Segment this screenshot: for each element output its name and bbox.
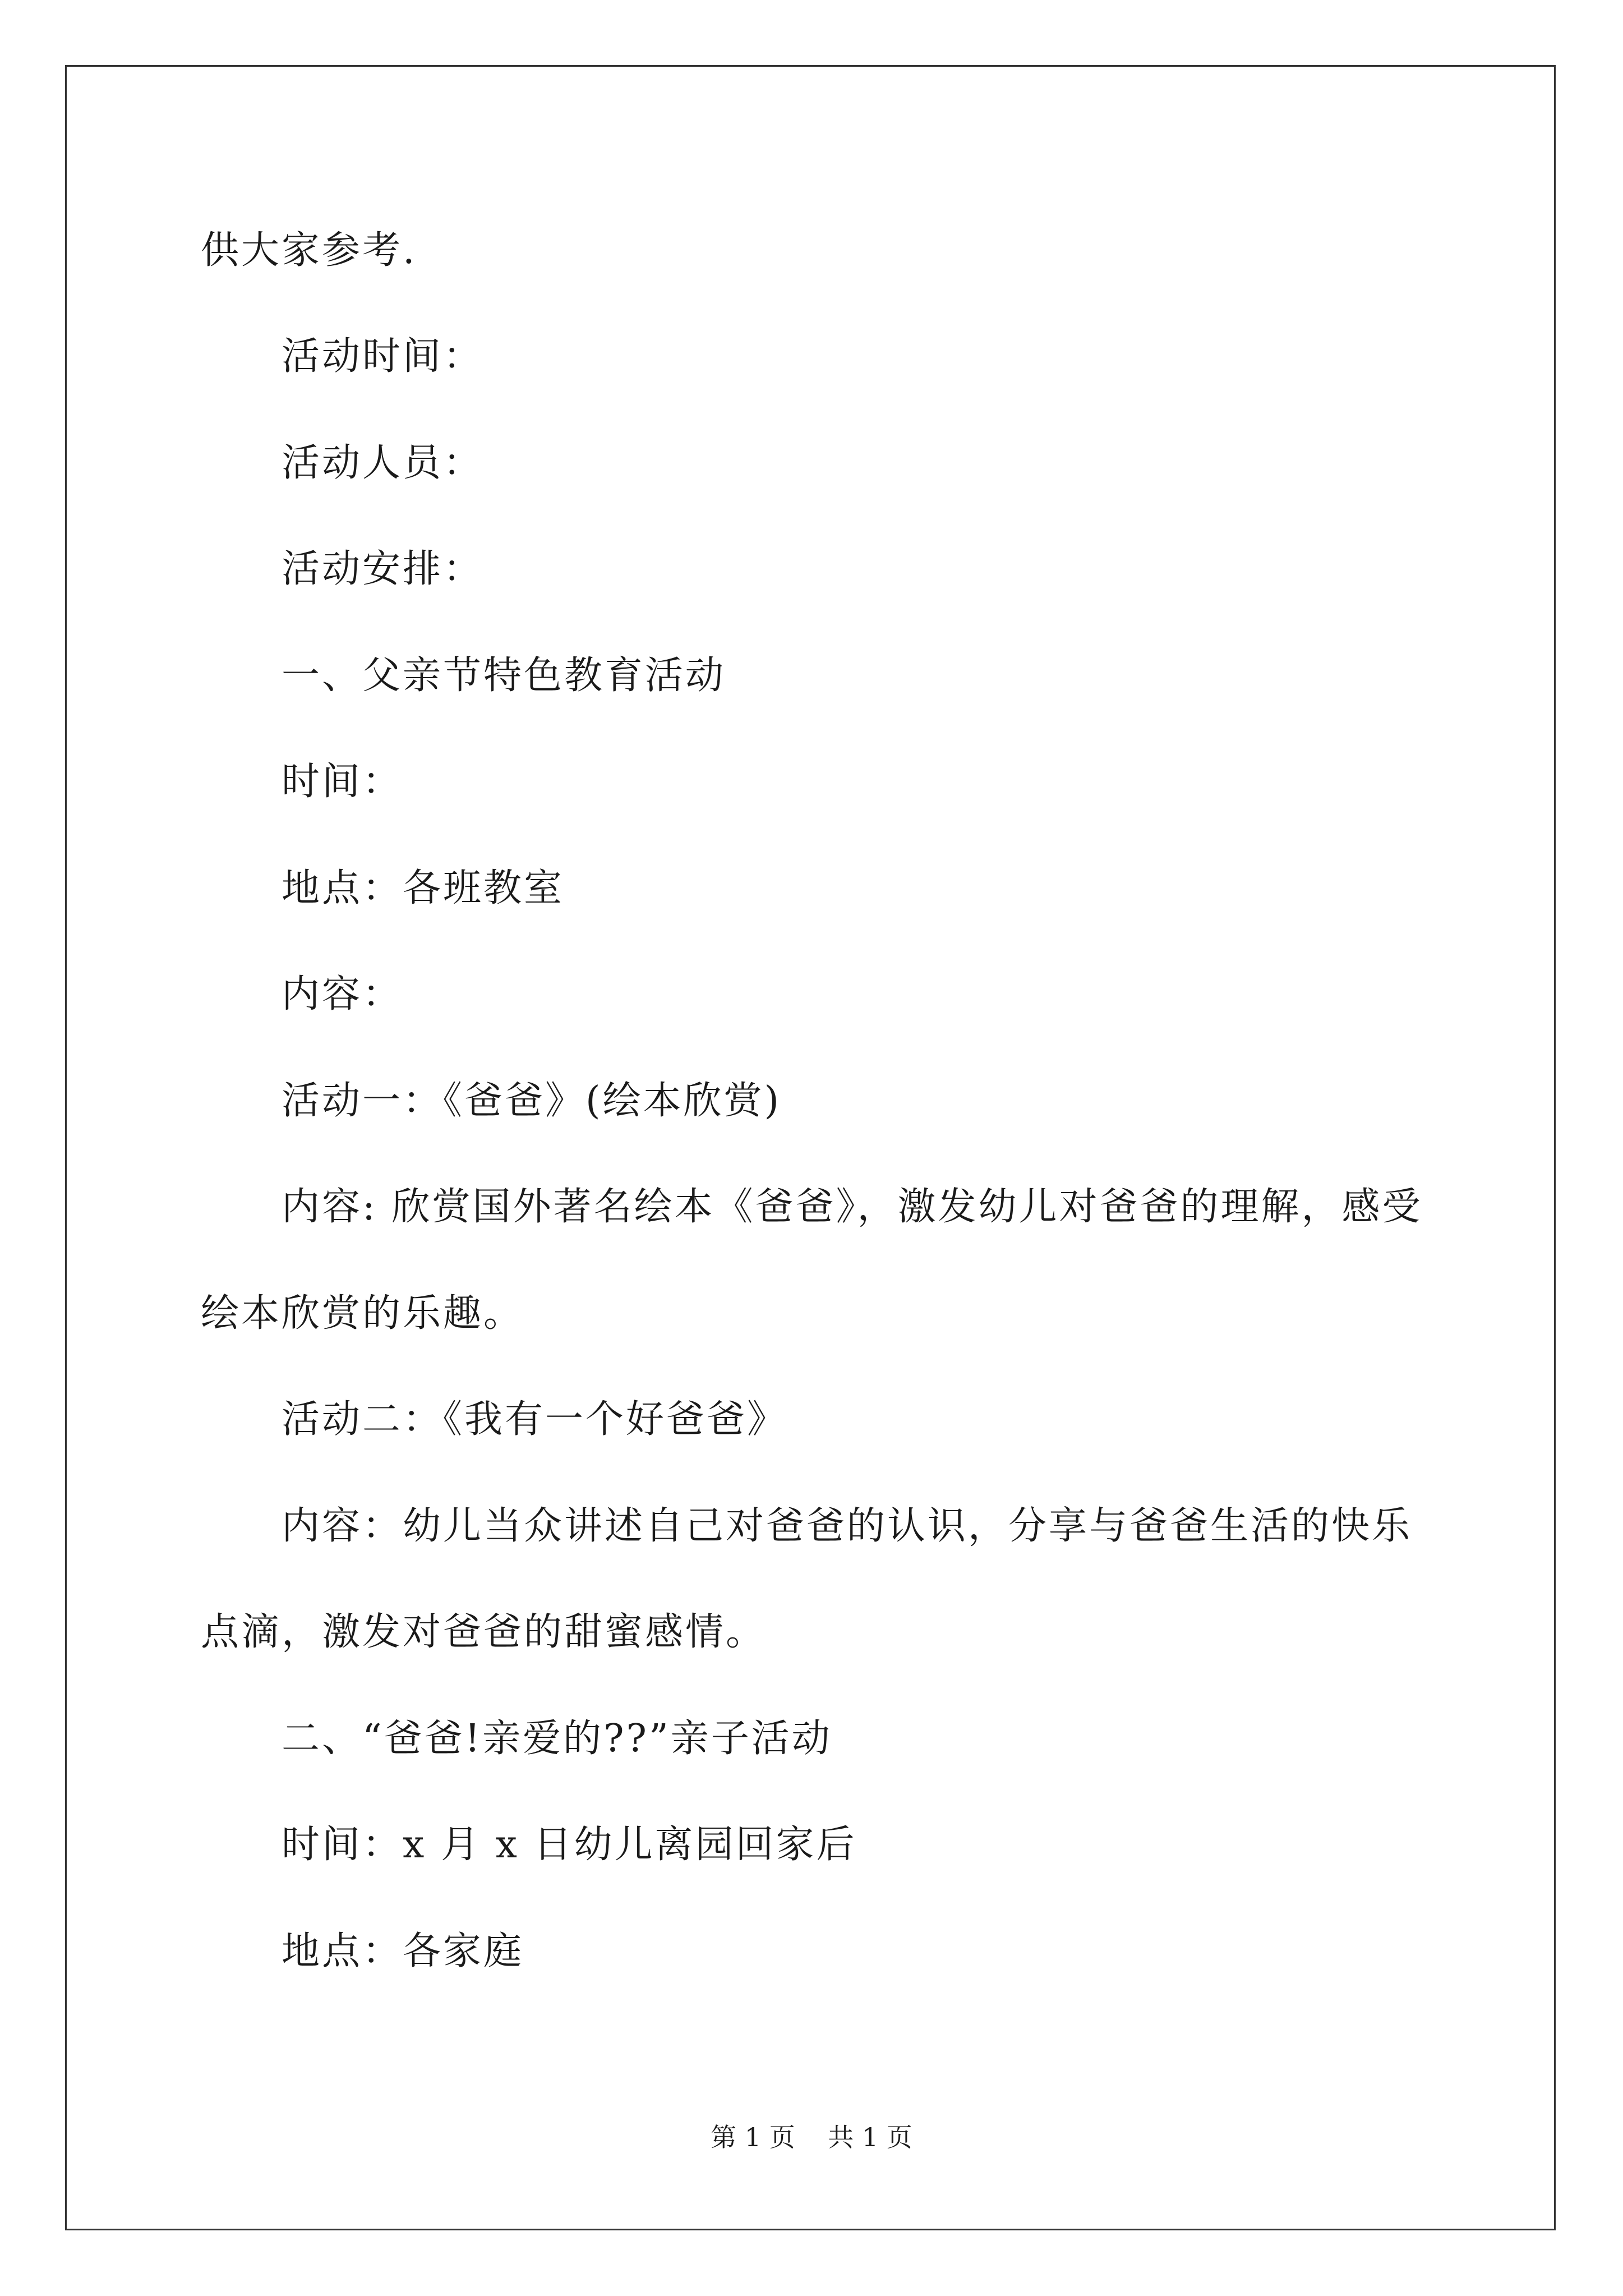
paragraph-line: 地点：各班教室 xyxy=(282,866,565,910)
paragraph-line: 内容：幼儿当众讲述自己对爸爸的认识，分享与爸爸生活的快乐 xyxy=(282,1504,1413,1548)
paragraph-line: 绘本欣赏的乐趣。 xyxy=(201,1291,524,1336)
paragraph-line: 活动时间： xyxy=(282,334,484,379)
paragraph-line: 时间：x 月 x 日幼儿离园回家后 xyxy=(282,1823,857,1867)
paragraph-line: 活动人员： xyxy=(282,441,484,485)
section-heading: 二、“爸爸!亲爱的??”亲子活动 xyxy=(282,1717,832,1761)
paragraph-line: 点滴，激发对爸爸的甜蜜感情。 xyxy=(201,1610,767,1654)
paragraph-line: 时间： xyxy=(282,760,403,804)
section-heading: 一、父亲节特色教育活动 xyxy=(282,654,726,698)
paragraph-line: 活动安排： xyxy=(282,547,484,591)
paragraph-line: 活动二：《我有一个好爸爸》 xyxy=(282,1397,788,1442)
paragraph-line: 内容： xyxy=(282,972,403,1016)
page-number-footer: 第 1 页 共 1 页 xyxy=(711,2122,912,2152)
paragraph-line: 活动一：《爸爸》(绘本欣赏) xyxy=(282,1079,782,1123)
paragraph-line: 供大家参考. xyxy=(201,228,417,273)
paragraph-line: 地点：各家庭 xyxy=(282,1929,524,1973)
page-border xyxy=(65,65,1556,2230)
paragraph-line: 内容: 欣赏国外著名绘本《爸爸》，激发幼儿对爸爸的理解，感受 xyxy=(282,1185,1423,1229)
